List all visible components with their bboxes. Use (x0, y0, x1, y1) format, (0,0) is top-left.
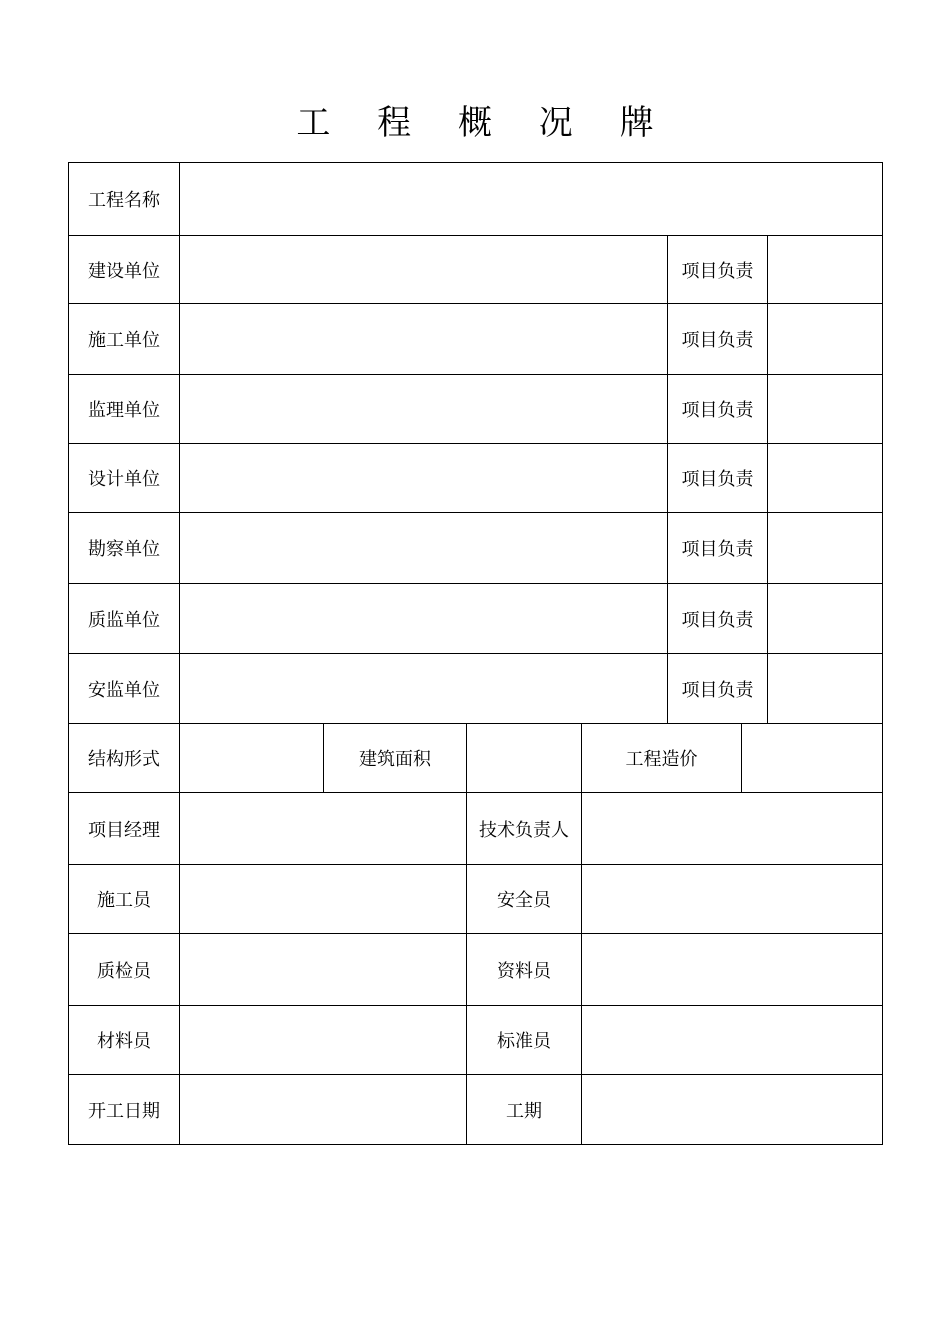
staff-left-label: 材料员 (97, 1031, 151, 1052)
staff-left-field[interactable] (179, 1075, 466, 1144)
unit-label: 安监单位 (88, 679, 160, 701)
unit-manager-field[interactable] (767, 654, 884, 723)
staff-right-label: 资料员 (466, 934, 581, 1005)
unit-manager-field[interactable] (767, 375, 884, 443)
unit-name-field[interactable] (179, 584, 667, 653)
unit-name-field[interactable] (179, 513, 667, 583)
unit-name-field[interactable] (179, 304, 667, 374)
structure-row (69, 724, 882, 793)
area-field[interactable] (466, 724, 581, 792)
page-title: 工 程 概 况 牌 (296, 103, 672, 143)
project-name-field[interactable] (179, 163, 884, 235)
staff-left-field[interactable] (179, 793, 466, 864)
unit-manager-label: 项目负责 (667, 236, 767, 303)
area-label: 建筑面积 (323, 724, 466, 792)
unit-manager-field[interactable] (767, 444, 884, 512)
unit-row (69, 375, 882, 444)
unit-manager-label: 项目负责 (667, 513, 767, 583)
staff-left-field[interactable] (179, 934, 466, 1005)
unit-row (69, 513, 882, 584)
unit-name-field[interactable] (179, 375, 667, 443)
structure-field[interactable] (179, 724, 323, 792)
unit-name-field[interactable] (179, 236, 667, 303)
staff-row (69, 934, 882, 1006)
staff-right-field[interactable] (581, 1075, 884, 1144)
unit-manager-label: 项目负责 (667, 444, 767, 512)
staff-right-label: 标准员 (466, 1006, 581, 1074)
staff-right-field[interactable] (581, 793, 884, 864)
unit-row (69, 444, 882, 513)
staff-right-label: 安全员 (466, 865, 581, 933)
project-overview-table (68, 162, 883, 1145)
staff-right-label: 工期 (466, 1075, 581, 1144)
unit-manager-field[interactable] (767, 584, 884, 653)
staff-left-label: 开工日期 (88, 1100, 160, 1122)
staff-row (69, 793, 882, 865)
unit-label: 勘察单位 (88, 539, 160, 560)
staff-row (69, 865, 882, 934)
cost-field[interactable] (741, 724, 884, 792)
unit-manager-label: 项目负责 (667, 375, 767, 443)
unit-name-field[interactable] (179, 444, 667, 512)
staff-row (69, 1075, 882, 1144)
unit-row (69, 236, 882, 304)
unit-manager-field[interactable] (767, 236, 884, 303)
unit-manager-field[interactable] (767, 513, 884, 583)
structure-label: 结构形式 (88, 749, 160, 770)
unit-manager-label: 项目负责 (667, 584, 767, 653)
staff-row (69, 1006, 882, 1075)
unit-name-field[interactable] (179, 654, 667, 723)
staff-left-field[interactable] (179, 865, 466, 933)
unit-manager-label: 项目负责 (667, 654, 767, 723)
staff-right-field[interactable] (581, 865, 884, 933)
staff-right-label: 技术负责人 (466, 793, 581, 864)
project-name-row (69, 163, 882, 236)
staff-right-field[interactable] (581, 934, 884, 1005)
unit-label: 监理单位 (88, 400, 160, 421)
unit-row (69, 654, 882, 724)
staff-left-label: 项目经理 (88, 819, 160, 841)
staff-left-label: 施工员 (97, 890, 151, 911)
staff-left-label: 质检员 (97, 960, 151, 982)
unit-row (69, 584, 882, 654)
staff-left-field[interactable] (179, 1006, 466, 1074)
project-name-label: 工程名称 (88, 190, 160, 211)
unit-label: 施工单位 (88, 330, 160, 351)
unit-manager-field[interactable] (767, 304, 884, 374)
staff-right-field[interactable] (581, 1006, 884, 1074)
unit-label: 质监单位 (88, 609, 160, 631)
unit-label: 建设单位 (88, 260, 160, 282)
unit-row (69, 304, 882, 375)
unit-manager-label: 项目负责 (667, 304, 767, 374)
unit-label: 设计单位 (88, 469, 160, 490)
cost-label: 工程造价 (581, 724, 741, 792)
